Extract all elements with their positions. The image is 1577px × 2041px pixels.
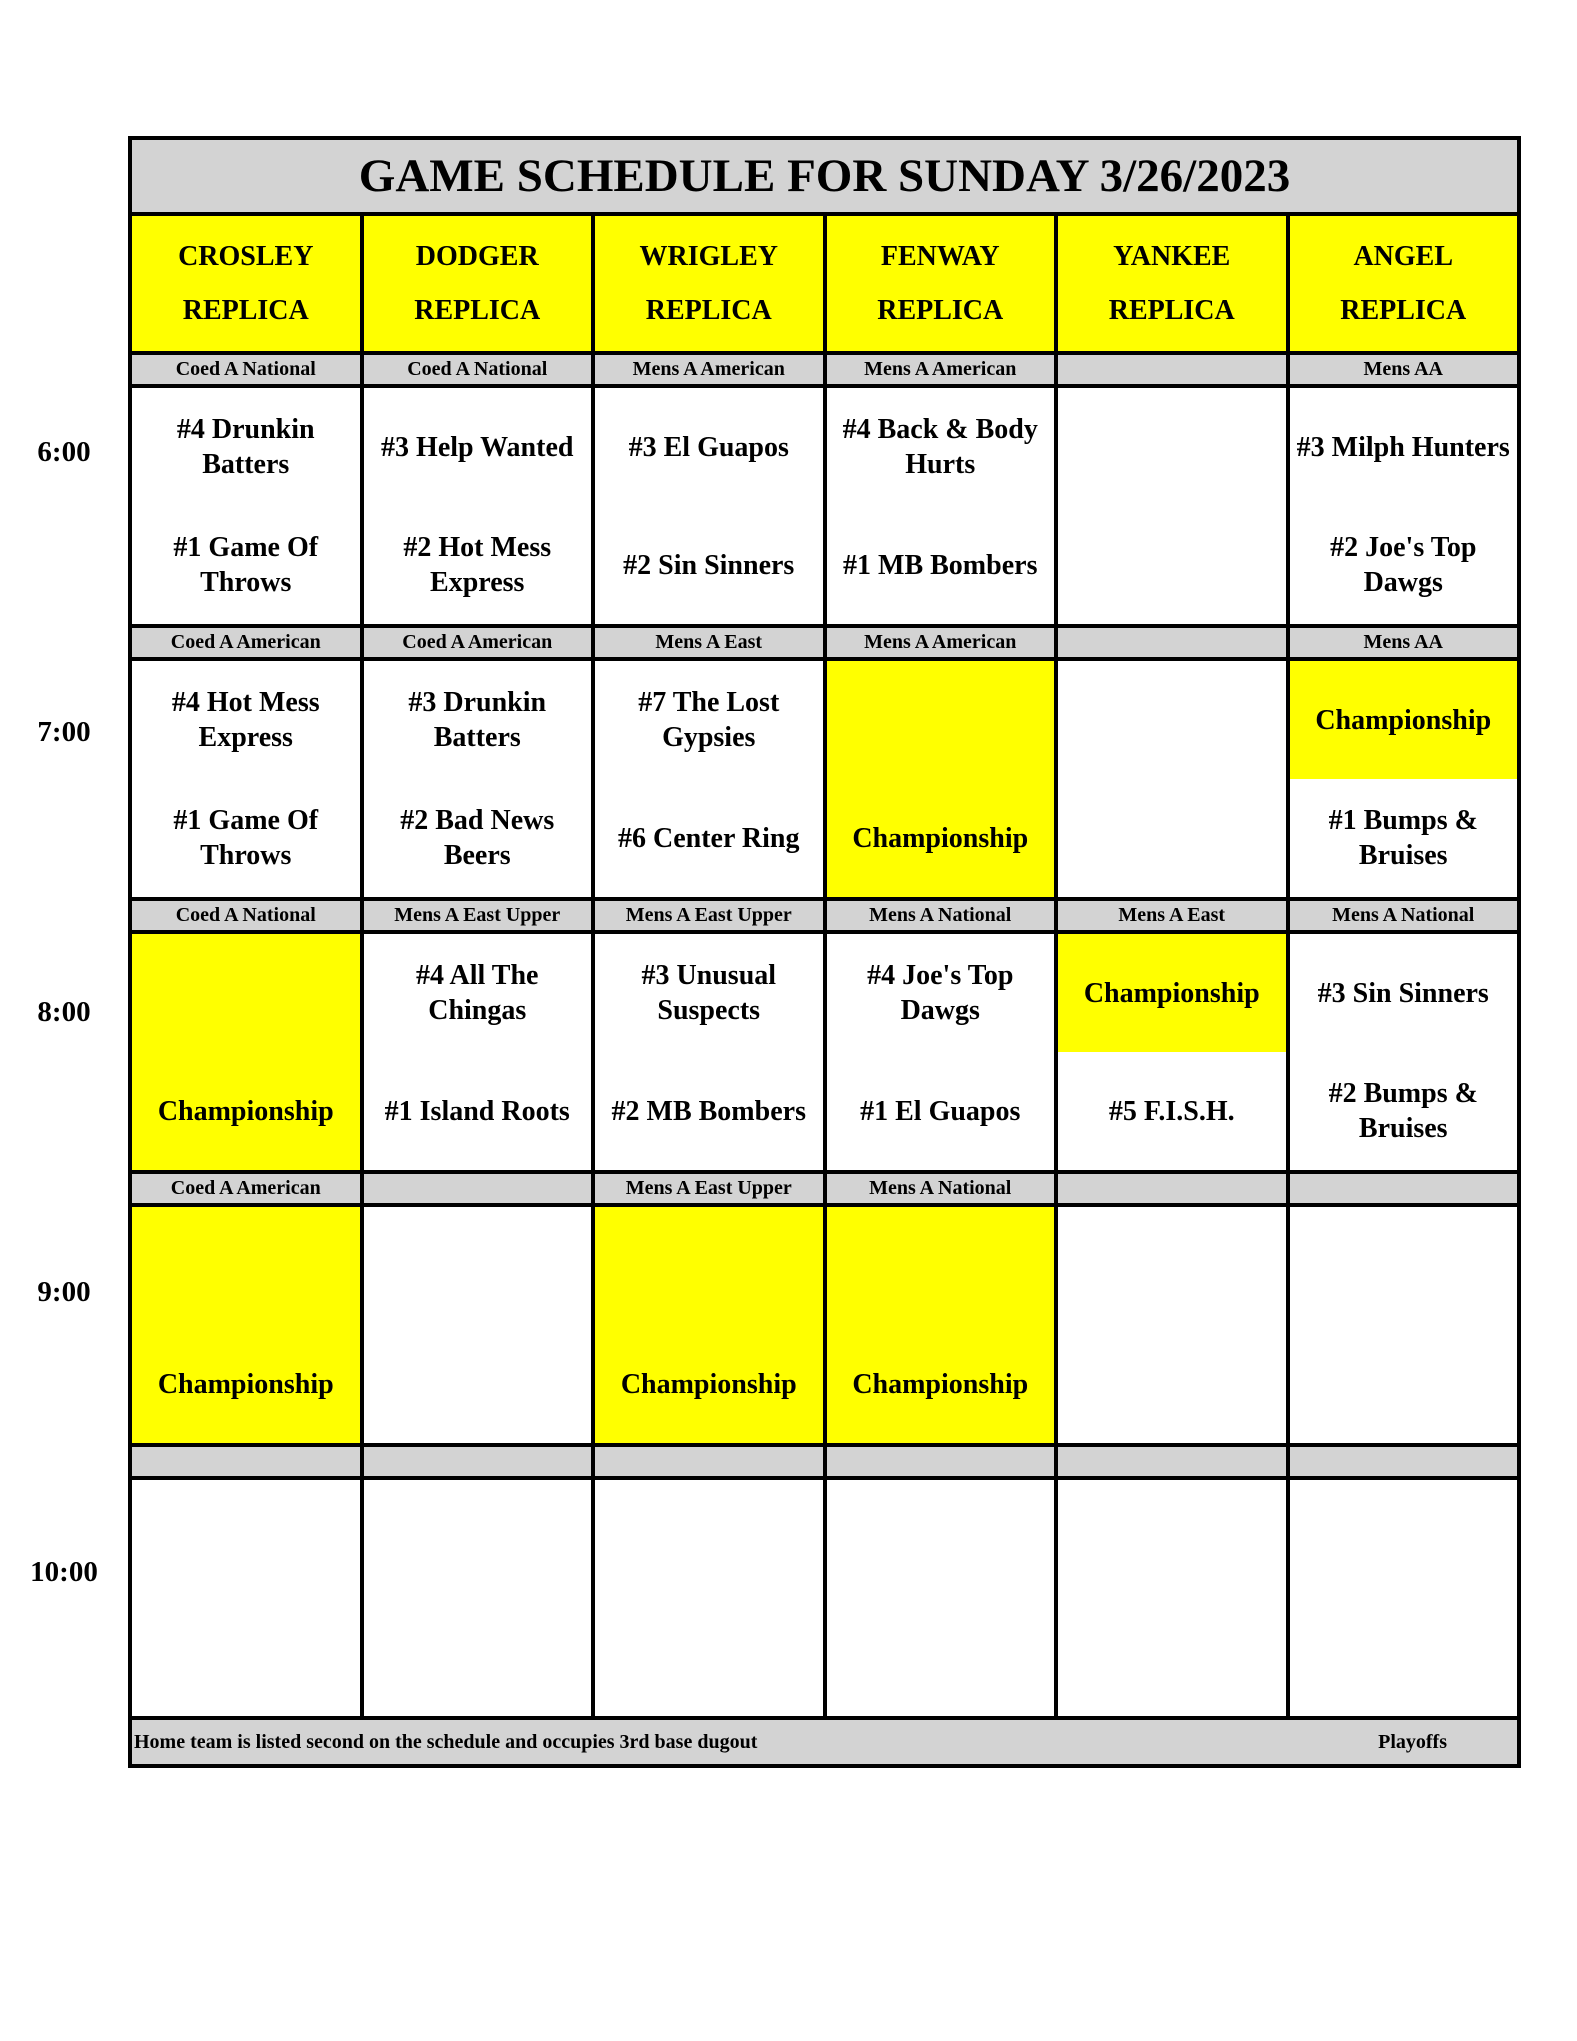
division-label: Mens A East Upper <box>593 899 825 932</box>
away-team: #4 Drunkin Batters <box>176 414 315 480</box>
time-column <box>0 0 128 2041</box>
home-team <box>1290 1325 1518 1443</box>
game-cell <box>1056 386 1288 626</box>
game-cell <box>1056 659 1288 899</box>
home-team <box>132 1598 360 1716</box>
field-sub: REPLICA <box>645 294 772 326</box>
game-cell <box>1288 1205 1520 1445</box>
schedule-table <box>128 136 1521 1768</box>
game-cell <box>593 932 825 1172</box>
division-label: Mens A East <box>593 626 825 659</box>
home-team: #2 Sin Sinners <box>623 549 795 581</box>
game-row <box>130 932 1519 1172</box>
division-label: Mens A National <box>825 899 1057 932</box>
field-sub: REPLICA <box>1108 294 1235 326</box>
home-team <box>364 1598 592 1716</box>
time-label: 7:00 <box>37 716 91 748</box>
away-team: #4 Back & Body Hurts <box>842 414 1038 480</box>
away-team: #3 Drunkin Batters <box>408 687 547 753</box>
game-cell <box>1056 1478 1288 1718</box>
game-cell <box>130 932 362 1172</box>
away-team <box>827 661 1055 779</box>
away-team: #4 All The Chingas <box>416 960 539 1026</box>
division-label: Mens A National <box>1288 899 1520 932</box>
home-team: Championship <box>132 1325 360 1443</box>
home-team: #1 Bumps & Bruises <box>1328 805 1478 871</box>
field-name: DODGER <box>415 240 539 272</box>
field-sub: REPLICA <box>877 294 1004 326</box>
home-team: #2 Bad News Beers <box>400 805 555 871</box>
division-label: Coed A American <box>362 626 594 659</box>
home-team: #1 MB Bombers <box>843 549 1038 581</box>
division-label <box>825 1445 1057 1478</box>
away-team <box>595 1480 823 1598</box>
home-team: #6 Center Ring <box>618 822 800 854</box>
field-sub: REPLICA <box>182 294 309 326</box>
game-row <box>130 659 1519 899</box>
time-label: 6:00 <box>37 436 91 468</box>
game-cell <box>362 932 594 1172</box>
footer-row <box>130 1718 1519 1766</box>
field-name: WRIGLEY <box>639 240 778 272</box>
game-cell <box>1288 1478 1520 1718</box>
away-team: #3 El Guapos <box>628 431 789 463</box>
division-row <box>130 1445 1519 1478</box>
away-team: #4 Joe's Top Dawgs <box>867 960 1014 1026</box>
field-name: ANGEL <box>1353 240 1454 272</box>
game-cell <box>593 386 825 626</box>
game-cell <box>1056 932 1288 1172</box>
away-team <box>827 1207 1055 1325</box>
home-team: #1 El Guapos <box>860 1095 1021 1127</box>
away-team <box>132 934 360 1052</box>
division-label: Mens AA <box>1288 353 1520 386</box>
division-label <box>362 1172 594 1205</box>
home-team <box>1058 1325 1286 1443</box>
away-team <box>1058 1480 1286 1598</box>
home-team: #2 MB Bombers <box>611 1095 806 1127</box>
division-label: Mens A East <box>1056 899 1288 932</box>
game-cell <box>825 932 1057 1172</box>
game-cell <box>1288 932 1520 1172</box>
away-team <box>1290 1480 1518 1598</box>
home-team <box>827 1598 1055 1716</box>
home-team: #2 Joe's Top Dawgs <box>1330 532 1477 598</box>
division-label <box>1056 353 1288 386</box>
field-header <box>1056 214 1288 353</box>
field-header <box>362 214 594 353</box>
division-label: Mens A American <box>825 626 1057 659</box>
away-team: #3 Milph Hunters <box>1296 431 1510 463</box>
footer-note: Home team is listed second on the schedule and occupies 3rd base dugout <box>134 1730 758 1753</box>
home-team: #5 F.I.S.H. <box>1108 1095 1235 1127</box>
home-team <box>1058 506 1286 624</box>
game-cell <box>362 1478 594 1718</box>
away-team: Championship <box>1058 934 1286 1052</box>
away-team <box>132 1207 360 1325</box>
away-team: #3 Unusual Suspects <box>641 960 777 1026</box>
away-team <box>364 1207 592 1325</box>
field-header <box>1288 214 1520 353</box>
field-sub: REPLICA <box>414 294 541 326</box>
division-row <box>130 899 1519 932</box>
field-name: YANKEE <box>1113 240 1231 272</box>
division-label: Coed A National <box>362 353 594 386</box>
game-cell <box>130 386 362 626</box>
away-team <box>132 1480 360 1598</box>
division-label: Mens A American <box>593 353 825 386</box>
game-cell <box>1288 659 1520 899</box>
away-team <box>364 1480 592 1598</box>
division-label <box>1288 1172 1520 1205</box>
field-name: CROSLEY <box>178 240 314 272</box>
game-cell <box>130 1205 362 1445</box>
home-team: Championship <box>827 779 1055 897</box>
home-team: #2 Bumps & Bruises <box>1328 1078 1478 1144</box>
game-cell <box>825 659 1057 899</box>
division-label <box>1056 1445 1288 1478</box>
division-label: Mens A American <box>825 353 1057 386</box>
field-header <box>130 214 362 353</box>
division-label <box>1056 626 1288 659</box>
away-team <box>1058 661 1286 779</box>
away-team <box>1058 388 1286 506</box>
game-cell <box>593 1205 825 1445</box>
game-cell <box>130 659 362 899</box>
footer <box>130 1718 1519 1766</box>
division-label: Mens A National <box>825 1172 1057 1205</box>
home-team: #1 Island Roots <box>384 1095 570 1127</box>
game-cell <box>825 1205 1057 1445</box>
division-label <box>1056 1172 1288 1205</box>
division-row <box>130 353 1519 386</box>
away-team: #7 The Lost Gypsies <box>638 687 780 753</box>
away-team: Championship <box>1290 661 1518 779</box>
division-label: Mens A East Upper <box>593 1172 825 1205</box>
home-team <box>1290 1598 1518 1716</box>
division-label <box>1288 1445 1520 1478</box>
game-cell <box>593 1478 825 1718</box>
away-team <box>1290 1207 1518 1325</box>
away-team: #3 Sin Sinners <box>1317 977 1489 1009</box>
game-row <box>130 1478 1519 1718</box>
game-cell <box>362 1205 594 1445</box>
game-cell <box>1056 1205 1288 1445</box>
division-row <box>130 1172 1519 1205</box>
division-label: Coed A National <box>130 353 362 386</box>
division-label <box>130 1445 362 1478</box>
away-team <box>1058 1207 1286 1325</box>
time-label: 10:00 <box>30 1556 98 1588</box>
away-team: #4 Hot Mess Express <box>171 687 320 753</box>
division-label <box>362 1445 594 1478</box>
home-team <box>1058 779 1286 897</box>
home-team: Championship <box>595 1325 823 1443</box>
game-row <box>130 1205 1519 1445</box>
time-label: 9:00 <box>37 1276 91 1308</box>
division-label: Coed A National <box>130 899 362 932</box>
game-row <box>130 386 1519 626</box>
game-cell <box>362 659 594 899</box>
division-label: Mens A East Upper <box>362 899 594 932</box>
division-row <box>130 626 1519 659</box>
home-team: Championship <box>132 1052 360 1170</box>
game-cell <box>1288 386 1520 626</box>
home-team <box>364 1325 592 1443</box>
home-team: #1 Game Of Throws <box>173 805 319 871</box>
home-team <box>595 1598 823 1716</box>
away-team <box>827 1480 1055 1598</box>
away-team: #3 Help Wanted <box>381 431 574 463</box>
home-team <box>1058 1598 1286 1716</box>
home-team: #1 Game Of Throws <box>173 532 319 598</box>
home-team: Championship <box>827 1325 1055 1443</box>
field-name: FENWAY <box>880 240 1000 272</box>
game-cell <box>362 386 594 626</box>
division-label <box>593 1445 825 1478</box>
field-header <box>593 214 825 353</box>
game-cell <box>130 1478 362 1718</box>
title-row <box>130 138 1519 214</box>
time-label: 8:00 <box>37 996 91 1028</box>
field-header-row <box>130 214 1519 353</box>
division-label: Mens AA <box>1288 626 1520 659</box>
footer-legend: Playoffs <box>1378 1730 1447 1753</box>
game-cell <box>825 1478 1057 1718</box>
game-cell <box>825 386 1057 626</box>
field-header <box>825 214 1057 353</box>
division-label: Coed A American <box>130 1172 362 1205</box>
home-team: #2 Hot Mess Express <box>403 532 552 598</box>
field-sub: REPLICA <box>1340 294 1467 326</box>
page-title: GAME SCHEDULE FOR SUNDAY 3/26/2023 <box>130 138 1519 214</box>
away-team <box>595 1207 823 1325</box>
division-label: Coed A American <box>130 626 362 659</box>
game-cell <box>593 659 825 899</box>
